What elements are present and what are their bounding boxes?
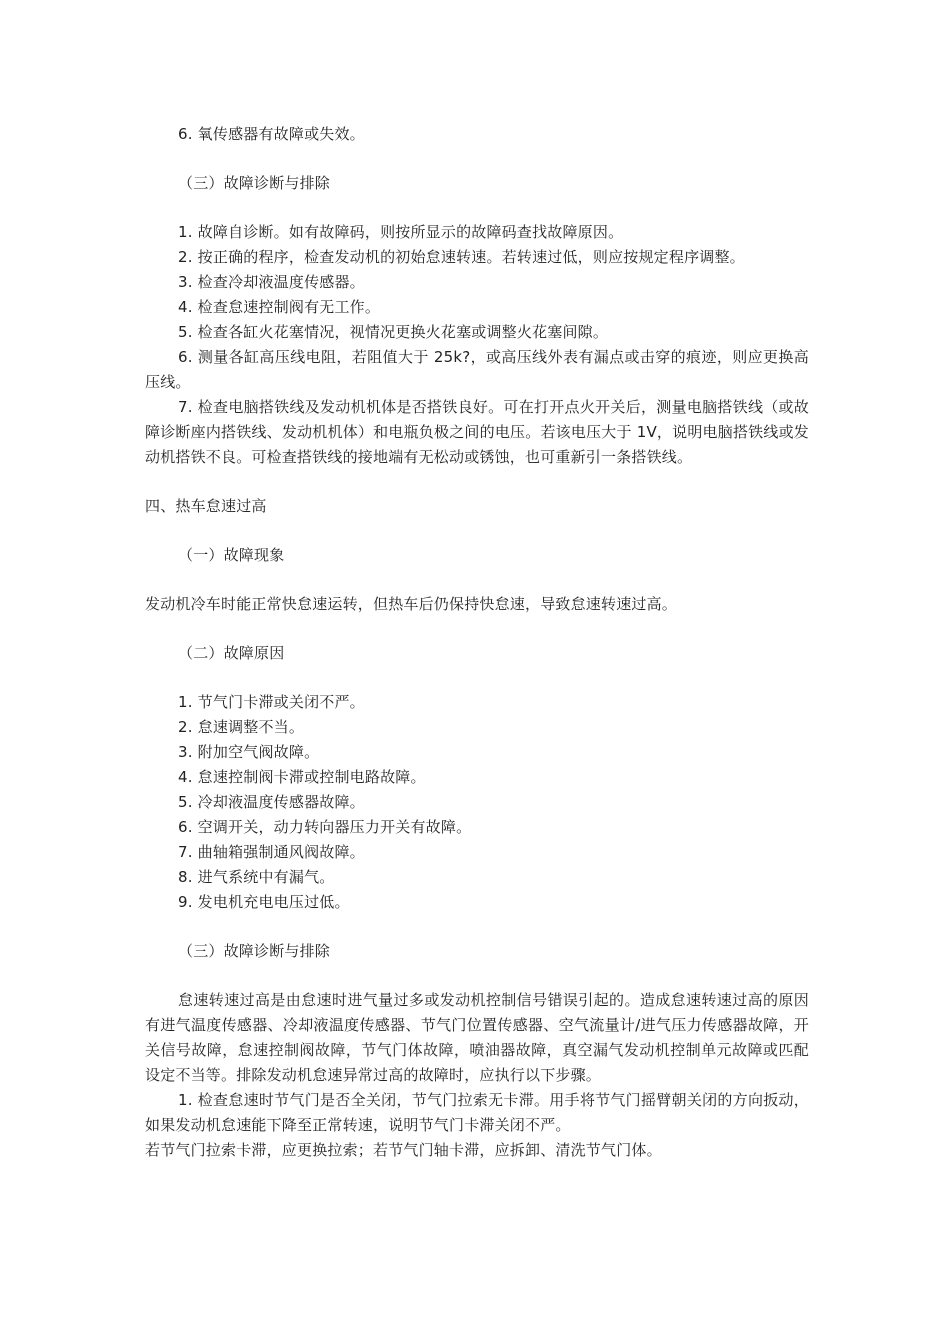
prev-diag-item-2: 2. 按正确的程序，检查发动机的初始怠速转速。若转速过低，则应按规定程序调整。 xyxy=(178,248,745,266)
symptom-text: 发动机冷车时能正常快怠速运转，但热车后仍保持快怠速，导致怠速转速过高。 xyxy=(145,595,678,613)
cause-item-5: 5. 冷却液温度传感器故障。 xyxy=(178,793,365,811)
cause-item-2: 2. 怠速调整不当。 xyxy=(178,718,305,736)
diagnosis-step-1: 1. 检查怠速时节气门是否全关闭，节气门拉索无卡滞。用手将节气门摇臂朝关闭的方向扳动，如果发动机怠速能下降至正常转速，说明节气门卡滞关闭不严。 xyxy=(145,1091,809,1134)
diagnosis-step-1-continued: 若节气门拉索卡滞，应更换拉索；若节气门轴卡滞，应拆卸、清洗节气门体。 xyxy=(145,1141,662,1159)
cause-item-3: 3. 附加空气阀故障。 xyxy=(178,743,320,761)
prev-diag-item-4: 4. 检查怠速控制阀有无工作。 xyxy=(178,298,381,316)
diagnosis-heading: （三）故障诊断与排除 xyxy=(178,942,331,960)
prev-diagnosis-heading: （三）故障诊断与排除 xyxy=(178,174,331,192)
cause-item-6: 6. 空调开关，动力转向器压力开关有故障。 xyxy=(178,818,472,836)
section-title: 四、热车怠速过高 xyxy=(145,497,267,515)
prev-diag-item-1: 1. 故障自诊断。如有故障码，则按所显示的故障码查找故障原因。 xyxy=(178,223,624,241)
document-page xyxy=(145,122,809,1163)
diagnosis-intro: 怠速转速过高是由怠速时进气量过多或发动机控制信号错误引起的。造成怠速转速过高的原因有进气温度传感器、冷却液温度传感器、节气门位置传感器、空气流量计/进气压力传感器故障，开关信号故障，怠速控制阀故障，节气门体故障，喷油器故障，真空漏气发动机控制单元故障或匹配设定不当等。排除发动机怠速异常过高的故障时，应执行以下步骤。 xyxy=(145,991,809,1084)
cause-heading: （二）故障原因 xyxy=(178,644,285,662)
cause-item-1: 1. 节气门卡滞或关闭不严。 xyxy=(178,693,365,711)
prev-diag-item-3: 3. 检查冷却液温度传感器。 xyxy=(178,273,365,291)
prev-cause-item-6: 6. 氧传感器有故障或失效。 xyxy=(178,125,365,143)
cause-item-7: 7. 曲轴箱强制通风阀故障。 xyxy=(178,843,365,861)
cause-item-8: 8. 进气系统中有漏气。 xyxy=(178,868,335,886)
cause-item-4: 4. 怠速控制阀卡滞或控制电路故障。 xyxy=(178,768,426,786)
prev-diag-item-6: 6. 测量各缸高压线电阻，若阻值大于 25k?，或高压线外表有漏点或击穿的痕迹，则应更换高压线。 xyxy=(145,348,809,391)
symptom-heading: （一）故障现象 xyxy=(178,546,285,564)
cause-item-9: 9. 发电机充电电压过低。 xyxy=(178,893,350,911)
prev-diag-item-5: 5. 检查各缸火花塞情况，视情况更换火花塞或调整火花塞间隙。 xyxy=(178,323,609,341)
prev-diag-item-7: 7. 检查电脑搭铁线及发动机机体是否搭铁良好。可在打开点火开关后，测量电脑搭铁线（或故障诊断座内搭铁线、发动机机体）和电瓶负极之间的电压。若该电压大于 1V，说明电脑搭铁线或发动机搭铁不良。可检查搭铁线的接地端有无松动或锈蚀，也可重新引一条搭铁线。 xyxy=(145,398,809,466)
